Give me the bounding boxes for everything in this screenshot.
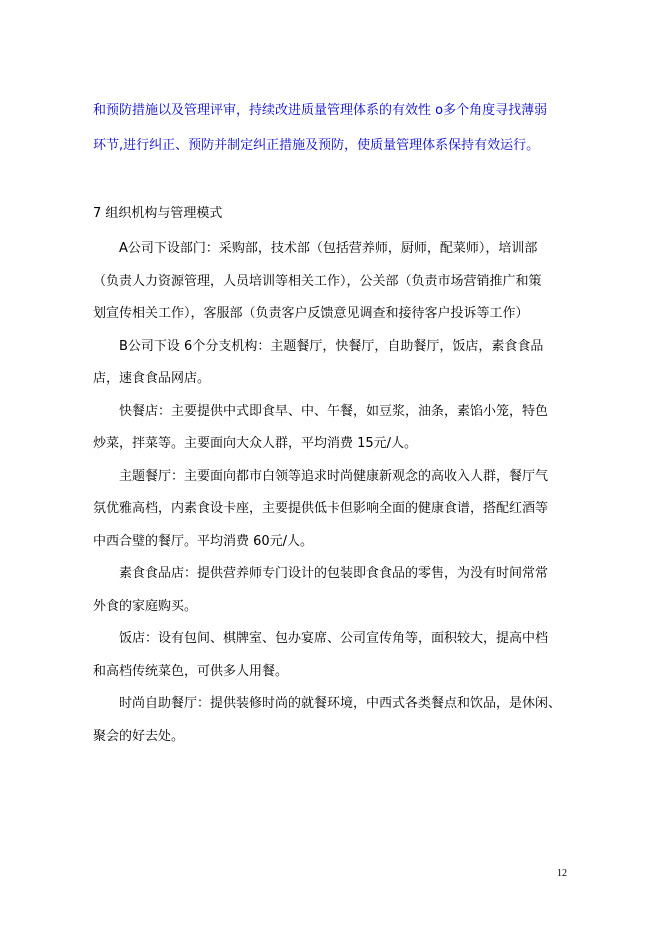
paragraph-line: （负责人力资源管理，人员培训等相关工作），公关部（负责市场营销推广和策 <box>93 273 542 289</box>
paragraph-line: 氛优雅高档，内素食设卡座，主要提供低卡但影响全面的健康食谱，搭配红酒等 <box>93 501 549 516</box>
paragraph-departments <box>93 233 573 331</box>
paragraph-line: 炒菜，拌菜等。主要面向大众人群，平均消费 15元/人。 <box>93 436 418 451</box>
paragraph-line: A公司下设部门：采购部，技术部（包括营养师，厨师，配菜师），培训部 <box>119 241 538 256</box>
paragraph-line: 聚会的好去处。 <box>93 728 185 744</box>
paragraph-vegetarian-store <box>93 558 573 623</box>
page-number: 12 <box>557 868 567 879</box>
paragraph-line: 饭店：设有包间、棋牌室、包办宴席、公司宣传角等，面积较大，提高中档 <box>119 631 549 646</box>
paragraph-line: 素食食品店：提供营养师专门设计的包装即食食品的零售，为没有时间常常 <box>119 566 549 581</box>
paragraph-line: 外食的家庭购买。 <box>93 598 198 614</box>
paragraph-buffet <box>93 688 573 753</box>
paragraph-line: 中西合璧的餐厅。平均消费 60元/人。 <box>93 533 314 549</box>
intro-line-1: 和预防措施以及管理评审，持续改进质量管理体系的有效性 o多个角度寻找薄弱 <box>93 103 548 118</box>
paragraph-branches <box>93 331 573 396</box>
paragraph-line: 划宣传相关工作），客服部（负责客户反馈意见调查和接待客户投诉等工作） <box>93 306 529 321</box>
paragraph-line: 快餐店：主要提供中式即食早、中、午餐，如豆浆，油条，素馅小笼，特色 <box>119 403 549 419</box>
paragraph-line: B公司下设 6个分支机构：主题餐厅，快餐厅，自助餐厅，饭店，素食食品 <box>119 338 544 354</box>
paragraph-line: 和高档传统菜色，可供多人用餐。 <box>93 663 289 679</box>
intro-line-2: 环节,进行纠正、预防并制定纠正措施及预防，使质量管理体系保持有效运行。 <box>93 138 540 153</box>
paragraph-line: 主题餐厅：主要面向都市白领等追求时尚健康新观念的高收入人群，餐厅气 <box>119 468 549 484</box>
paragraph-fast-food <box>93 396 573 461</box>
paragraph-hotel <box>93 623 573 688</box>
paragraph-line: 店，速食食品网店。 <box>93 371 211 386</box>
section-heading: 7 组织机构与管理模式 <box>93 206 223 221</box>
intro-paragraph <box>93 93 573 163</box>
paragraph-theme-restaurant <box>93 461 573 559</box>
paragraph-line: 时尚自助餐厅：提供装修时尚的就餐环境，中西式各类餐点和饮品，是休闲、 <box>119 696 562 711</box>
section-body <box>93 233 573 753</box>
